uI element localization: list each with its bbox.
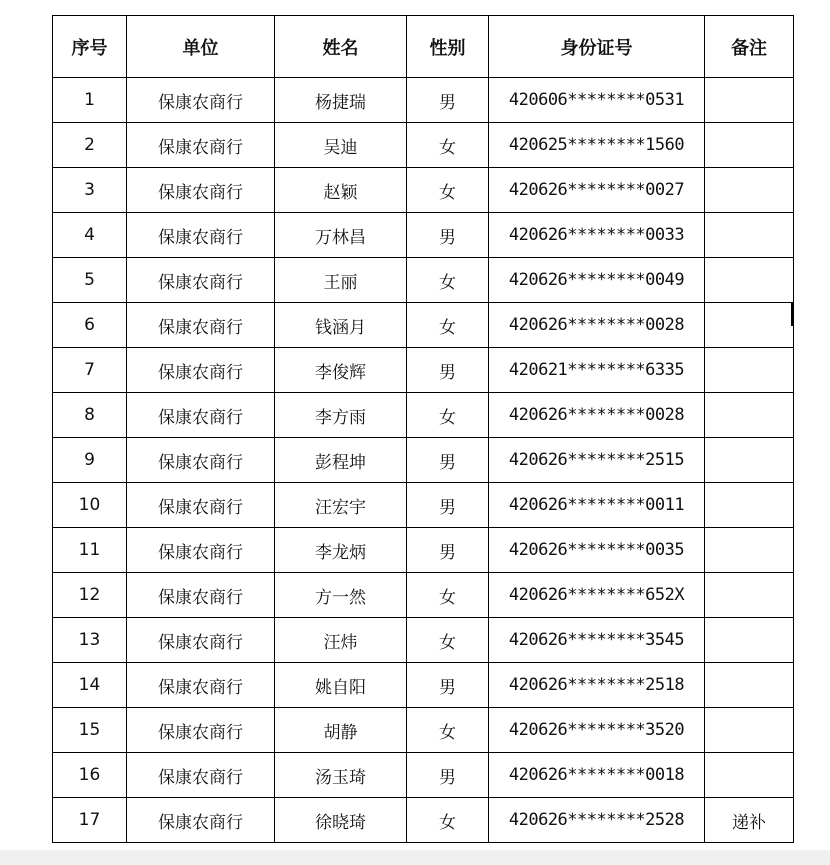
cell-id-number: 420626********0018 — [489, 753, 705, 798]
cell-remarks — [705, 663, 794, 708]
cell-gender: 女 — [407, 618, 489, 663]
cell-name: 李俊辉 — [275, 348, 407, 393]
cell-remarks — [705, 618, 794, 663]
cell-unit: 保康农商行 — [127, 393, 275, 438]
cell-index: 12 — [53, 573, 127, 618]
cell-gender: 男 — [407, 213, 489, 258]
cell-name: 钱涵月 — [275, 303, 407, 348]
cell-gender: 男 — [407, 348, 489, 393]
cell-unit: 保康农商行 — [127, 573, 275, 618]
table-row — [53, 573, 794, 618]
table-row — [53, 663, 794, 708]
cell-id-number: 420626********0028 — [489, 303, 705, 348]
cell-remarks — [705, 528, 794, 573]
cell-id-number: 420626********0011 — [489, 483, 705, 528]
cell-unit: 保康农商行 — [127, 663, 275, 708]
cell-remarks — [705, 708, 794, 753]
cell-index: 9 — [53, 438, 127, 483]
cell-gender: 女 — [407, 123, 489, 168]
cell-name: 徐晓琦 — [275, 798, 407, 843]
cell-remarks — [705, 213, 794, 258]
header-remarks: 备注 — [705, 16, 794, 78]
cell-index: 10 — [53, 483, 127, 528]
cell-remarks — [705, 123, 794, 168]
cell-index: 1 — [53, 78, 127, 123]
cell-gender: 男 — [407, 753, 489, 798]
cell-gender: 男 — [407, 663, 489, 708]
cell-index: 2 — [53, 123, 127, 168]
cell-name: 胡静 — [275, 708, 407, 753]
cell-unit: 保康农商行 — [127, 168, 275, 213]
cell-name: 李方雨 — [275, 393, 407, 438]
cell-remarks — [705, 573, 794, 618]
cell-unit: 保康农商行 — [127, 618, 275, 663]
cell-remarks — [705, 78, 794, 123]
table-row — [53, 123, 794, 168]
cell-id-number: 420626********2528 — [489, 798, 705, 843]
cell-gender: 女 — [407, 798, 489, 843]
cell-unit: 保康农商行 — [127, 213, 275, 258]
cell-name: 汪宏宇 — [275, 483, 407, 528]
cell-id-number: 420626********0028 — [489, 393, 705, 438]
cell-id-number: 420626********0035 — [489, 528, 705, 573]
cell-remarks — [705, 348, 794, 393]
cell-id-number: 420626********0049 — [489, 258, 705, 303]
text-cursor — [791, 302, 794, 326]
cell-id-number: 420626********2515 — [489, 438, 705, 483]
cell-unit: 保康农商行 — [127, 258, 275, 303]
cell-name: 李龙炳 — [275, 528, 407, 573]
cell-gender: 女 — [407, 258, 489, 303]
cell-id-number: 420621********6335 — [489, 348, 705, 393]
cell-unit: 保康农商行 — [127, 483, 275, 528]
table-row — [53, 348, 794, 393]
cell-id-number: 420626********3520 — [489, 708, 705, 753]
cell-gender: 女 — [407, 573, 489, 618]
cell-index: 3 — [53, 168, 127, 213]
cell-name: 王丽 — [275, 258, 407, 303]
cell-gender: 女 — [407, 303, 489, 348]
cell-gender: 男 — [407, 528, 489, 573]
header-gender: 性别 — [407, 16, 489, 78]
cell-unit: 保康农商行 — [127, 348, 275, 393]
table-row — [53, 213, 794, 258]
cell-id-number: 420625********1560 — [489, 123, 705, 168]
table-row — [53, 78, 794, 123]
cell-unit: 保康农商行 — [127, 78, 275, 123]
cell-remarks — [705, 438, 794, 483]
table-row — [53, 303, 794, 348]
cell-gender: 男 — [407, 483, 489, 528]
cell-unit: 保康农商行 — [127, 303, 275, 348]
cell-id-number: 420626********0033 — [489, 213, 705, 258]
cell-gender: 男 — [407, 78, 489, 123]
cell-name: 姚自阳 — [275, 663, 407, 708]
table-row — [53, 798, 794, 843]
table-row — [53, 168, 794, 213]
cell-remarks — [705, 168, 794, 213]
cell-name: 汤玉琦 — [275, 753, 407, 798]
cell-remarks: 递补 — [705, 798, 794, 843]
cell-index: 5 — [53, 258, 127, 303]
cell-unit: 保康农商行 — [127, 798, 275, 843]
header-index: 序号 — [53, 16, 127, 78]
table-row — [53, 258, 794, 303]
table-row — [53, 393, 794, 438]
cell-unit: 保康农商行 — [127, 123, 275, 168]
cell-name: 赵颖 — [275, 168, 407, 213]
cell-index: 6 — [53, 303, 127, 348]
cell-index: 11 — [53, 528, 127, 573]
table-row — [53, 438, 794, 483]
cell-index: 14 — [53, 663, 127, 708]
cell-name: 万林昌 — [275, 213, 407, 258]
cell-remarks — [705, 258, 794, 303]
cell-remarks — [705, 393, 794, 438]
cell-remarks — [705, 753, 794, 798]
cell-index: 4 — [53, 213, 127, 258]
cell-unit: 保康农商行 — [127, 753, 275, 798]
cell-unit: 保康农商行 — [127, 528, 275, 573]
cell-index: 13 — [53, 618, 127, 663]
table-row — [53, 753, 794, 798]
cell-id-number: 420626********3545 — [489, 618, 705, 663]
cell-index: 7 — [53, 348, 127, 393]
cell-name: 汪炜 — [275, 618, 407, 663]
cell-name: 方一然 — [275, 573, 407, 618]
cell-gender: 女 — [407, 168, 489, 213]
table-row — [53, 528, 794, 573]
cell-index: 8 — [53, 393, 127, 438]
cell-name: 杨捷瑞 — [275, 78, 407, 123]
header-unit: 单位 — [127, 16, 275, 78]
cell-index: 15 — [53, 708, 127, 753]
cell-name: 吴迪 — [275, 123, 407, 168]
cell-gender: 女 — [407, 708, 489, 753]
roster-table — [52, 15, 794, 843]
cell-id-number: 420626********652X — [489, 573, 705, 618]
table-row — [53, 618, 794, 663]
header-name: 姓名 — [275, 16, 407, 78]
cell-name: 彭程坤 — [275, 438, 407, 483]
cell-gender: 男 — [407, 438, 489, 483]
cell-remarks — [705, 303, 794, 348]
cell-unit: 保康农商行 — [127, 708, 275, 753]
cell-gender: 女 — [407, 393, 489, 438]
cell-remarks — [705, 483, 794, 528]
table-row — [53, 708, 794, 753]
cell-id-number: 420606********0531 — [489, 78, 705, 123]
table-header-row — [53, 16, 794, 78]
table-row — [53, 483, 794, 528]
cell-index: 17 — [53, 798, 127, 843]
cell-index: 16 — [53, 753, 127, 798]
cell-unit: 保康农商行 — [127, 438, 275, 483]
table-body — [53, 78, 794, 843]
header-id-number: 身份证号 — [489, 16, 705, 78]
cell-id-number: 420626********0027 — [489, 168, 705, 213]
cell-id-number: 420626********2518 — [489, 663, 705, 708]
